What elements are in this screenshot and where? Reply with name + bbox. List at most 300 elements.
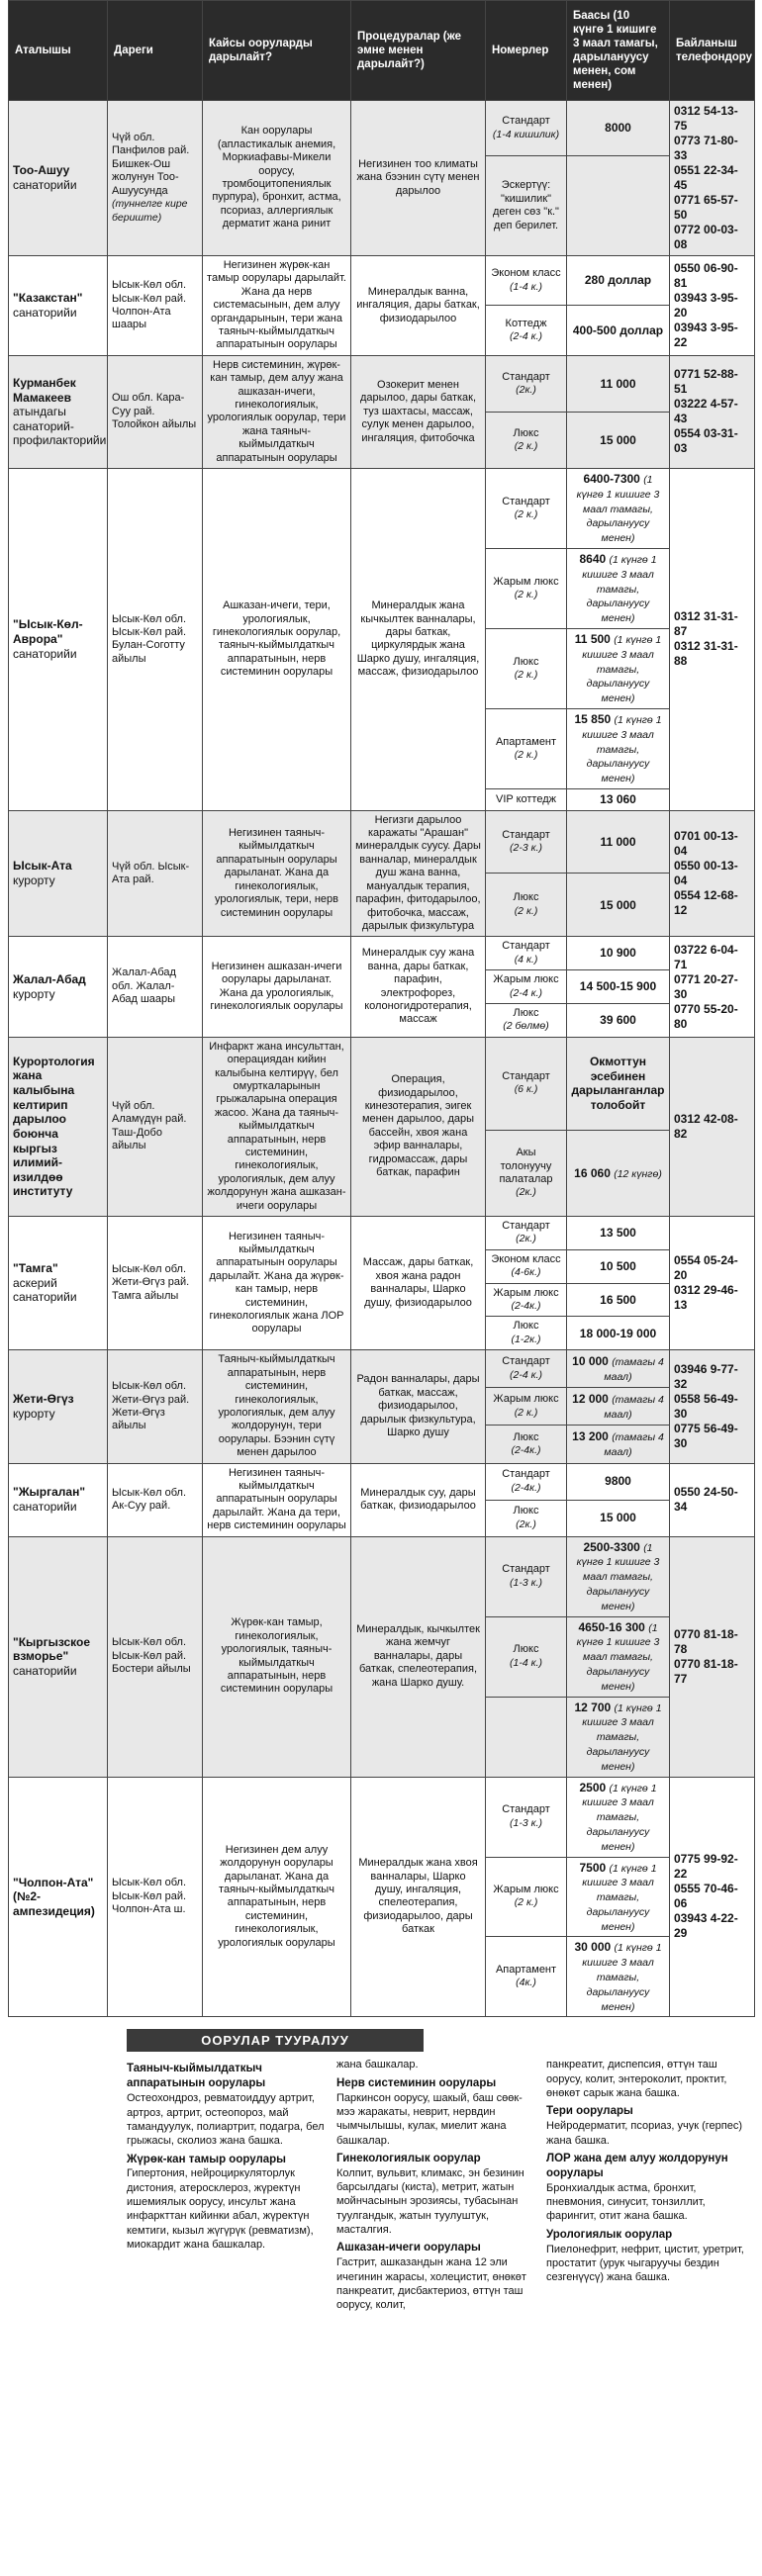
price-value: 39 600	[600, 1013, 636, 1028]
category-title: Нерв системинин оорулары	[336, 2076, 497, 2089]
sanatorium-title: Жети-Өгүз	[13, 1392, 74, 1407]
address-text: Ысык-Көл обл. Ысык-Көл рай. Бостери айылы	[112, 1636, 191, 1676]
address-note: (туннелге кире бериште)	[112, 198, 188, 224]
room-price	[567, 810, 670, 874]
treated-illnesses: Нерв системинин, жүрөк-кан тамыр, дем алуу жана ашказан-ичеги, гинекологиялык, урологиялык оорулар, тери жана таяныч-кыймылдаткыч аппаратынын оорулары	[203, 355, 351, 468]
treated-illnesses: Негизинен таяныч-кыймылдаткыч аппаратынын оорулары дарылайт. Жана да жүрөк-кан тамыр, нерв системинин, гинекологиялык жана ЛОР оорулары	[203, 1217, 351, 1350]
room-type	[486, 1283, 567, 1317]
phone-number: 0312 54-13-75	[674, 104, 738, 133]
room-capacity: (6 к.)	[514, 1083, 538, 1096]
phone-number: 0770 55-20-80	[674, 1001, 738, 1031]
treated-illnesses: Жүрөк-кан тамыр, гинекологиялык, урологиялык, таяныч-кыймылдаткыч аппаратынын, нерв системинин оорулары	[203, 1536, 351, 1777]
room-price	[567, 1350, 670, 1388]
phone-number: 0775 99-92-22	[674, 1852, 738, 1882]
room-price	[567, 874, 670, 937]
room-type	[486, 1426, 567, 1463]
notes-column	[336, 2058, 534, 2312]
notes-column	[127, 2058, 325, 2312]
sanatorium-name	[9, 256, 108, 356]
sanatorium-type: курорту	[13, 873, 55, 887]
contact-phones	[670, 1037, 755, 1216]
sanatorium-address	[108, 469, 203, 811]
category-description: Гастрит, ашказандын жана 12 эли ичегинин жарасы, холецистит, өнөкөт панкреатит, дисбактериоз, өттүн таш оорусу, колит,	[336, 2256, 526, 2312]
phone-number: 0312 31-31-88	[674, 639, 738, 669]
table-row	[9, 810, 755, 874]
room-label: Жарым люкс	[493, 1393, 559, 1406]
room-price	[567, 1697, 670, 1777]
room-label: Жарым люкс	[493, 1884, 559, 1896]
sanatorium-name	[9, 1463, 108, 1536]
room-label: Стандарт	[502, 1803, 550, 1816]
room-capacity: (2 к.)	[514, 1896, 538, 1909]
room-capacity: (1-2к.)	[511, 1333, 541, 1345]
sanatorium-address	[108, 101, 203, 256]
phone-number: 0554 03-31-03	[674, 426, 738, 456]
room-price	[567, 1217, 670, 1250]
price-value: 10 500	[600, 1258, 636, 1273]
price-value: 2500-3300	[583, 1539, 640, 1554]
room-price	[567, 789, 670, 811]
price-value: 8000	[605, 121, 631, 136]
sanatorium-table	[8, 0, 755, 2017]
procedures: Минералдык суу жана ванна, дары баткак, парафин, электрофорез, колоногидротерапия, массаж	[351, 937, 486, 1037]
room-label: Жарым люкс	[493, 575, 559, 588]
price-value: 16 500	[600, 1292, 636, 1307]
category-title: Жүрөк-кан тамыр оорулары	[127, 2153, 287, 2165]
sanatorium-address	[108, 1463, 203, 1536]
room-price	[567, 549, 670, 629]
price-note: (тамагы 4 маал)	[604, 1431, 664, 1458]
room-price	[567, 1283, 670, 1317]
address-text: Чүй обл. Аламүдүн рай. Таш-Добо айылы	[112, 1100, 187, 1152]
table-row	[9, 355, 755, 412]
procedures: Радон ванналары, дары баткак, массаж, физиодарылоо, дарылык физкультура, Шарко душу	[351, 1350, 486, 1463]
category-description: Колпит, вульвит, климакс, эн безинин барсылдагы (киста), метрит, жатын мойнчасынын эрозиясы, тубасынан туулгандык, жатын туулуштук, масталгия.	[336, 2166, 524, 2237]
phone-number: 0701 00-13-04	[674, 828, 738, 858]
room-price	[567, 970, 670, 1004]
price-value: 11 000	[600, 834, 636, 849]
sanatorium-name	[9, 469, 108, 811]
room-capacity: (1-4 кишилик)	[492, 128, 560, 140]
room-price	[567, 1249, 670, 1283]
price-note: (тамагы 4 маал)	[604, 1394, 664, 1421]
price-value: 16 060	[574, 1165, 611, 1180]
room-capacity: (1-4 к.)	[510, 1656, 542, 1669]
room-type	[486, 810, 567, 874]
phone-number: 0550 24-50-34	[674, 1485, 738, 1515]
treated-illnesses: Негизинен таяныч-кыймылдаткыч аппаратынын оорулары дарылайт. Жана да тери, нерв системинин оорулары	[203, 1463, 351, 1536]
header-procedures: Процедуралар (же эмне менен дарылайт?)	[351, 1, 486, 101]
room-capacity: (4-6к.)	[511, 1266, 541, 1279]
room-type	[486, 1463, 567, 1500]
price-note: (1 күнгө 1 кишиге 3 маал тамагы, дарылануусу менен)	[582, 1782, 657, 1853]
disease-category	[336, 2241, 534, 2312]
table-row	[9, 1777, 755, 1857]
room-price	[567, 1937, 670, 2017]
room-type	[486, 306, 567, 355]
sanatorium-type: санаторийи	[13, 1500, 77, 1515]
room-capacity: (2 к.)	[514, 904, 538, 917]
disease-category	[336, 2152, 534, 2237]
room-price	[567, 1857, 670, 1937]
treated-illnesses: Ашказан-ичеги, тери, урологиялык, гинекологиялык оорулар, таяныч-кыймылдаткыч аппаратынын, нерв системинин оорулары	[203, 469, 351, 811]
table-row	[9, 1463, 755, 1500]
room-price	[567, 1003, 670, 1037]
contact-phones	[670, 1350, 755, 1463]
contact-phones	[670, 1217, 755, 1350]
sanatorium-title: Жалал-Абад	[13, 971, 86, 986]
procedures: Минералдык жана кычкылтек ванналары, дары баткак, циркулярдык жана Шарко душу, ингаляция, массаж, физиодарылоо	[351, 469, 486, 811]
procedures: Массаж, дары баткак, хвоя жана радон ванналары, Шарко душу, физиодарылоо	[351, 1217, 486, 1350]
room-type	[486, 1616, 567, 1697]
room-type	[486, 1697, 567, 1777]
room-type	[486, 1857, 567, 1937]
room-type	[486, 1003, 567, 1037]
procedures: Операция, физиодарылоо, кинезотерапия, эигек менен дарылоо, дары бассейн, хвоя жана эфир ванналары, гидромассаж, дары баткак, парафин	[351, 1037, 486, 1216]
room-label: Стандарт	[502, 495, 550, 507]
room-capacity: (2-4 к.)	[510, 330, 542, 343]
room-type	[486, 256, 567, 306]
room-capacity: (1-3 к.)	[510, 1816, 542, 1829]
price-value: 18 000-19 000	[579, 1326, 657, 1340]
price-note: (1 күнгө 1 кишиге 3 маал тамагы, дарылануусу менен)	[582, 554, 657, 625]
phone-number: 03722 6-04-71	[674, 942, 738, 971]
phone-number: 0554 12-68-12	[674, 887, 738, 917]
sanatorium-type: санаторийи	[13, 178, 77, 192]
room-price	[567, 937, 670, 970]
contact-phones	[670, 101, 755, 256]
room-label: Люкс	[513, 655, 539, 668]
phone-number: 0312 31-31-87	[674, 609, 738, 639]
price-value: 14 500-15 900	[579, 979, 657, 994]
notes-column	[546, 2058, 744, 2312]
price-value: 13 500	[600, 1226, 636, 1241]
room-label: Акы толонуучу палаталар	[499, 1147, 553, 1185]
sanatorium-type: санаторийи	[13, 646, 77, 661]
sanatorium-name	[9, 1777, 108, 2017]
phone-number: 0773 71-80-33	[674, 134, 738, 162]
price-value: 400-500 доллар	[572, 322, 664, 337]
procedures: Негизги дарылоо каражаты "Арашан" минералдык суусу. Дары ванналар, минералдык душ жана ванна, мануалдык терапия, парафин, фитодарылоо, фитобочка, массаж, дарылык физкультура	[351, 810, 486, 937]
table-row	[9, 1350, 755, 1388]
phone-number: 0312 42-08-82	[674, 1111, 738, 1141]
sanatorium-title: "Жыргалан"	[13, 1485, 86, 1500]
sanatorium-title: Ысык-Ата	[13, 859, 72, 874]
price-note: (1 күнгө 1 кишиге 3 маал тамагы, дарылануусу менен)	[576, 1621, 660, 1693]
price-value: 15 000	[600, 432, 636, 447]
address-text: Чүй обл. Панфилов рай. Бишкек-Ош жолунун Тоо-Ашуусунда	[112, 132, 190, 197]
address-text: Ош обл. Кара-Суу рай. Толойкон айылы	[112, 392, 197, 431]
room-type	[486, 937, 567, 970]
category-description: Нейродерматит, псориаз, учук (герпес) жана башка.	[546, 2120, 743, 2147]
room-label: Апартамент	[495, 735, 557, 748]
phone-number: 0772 00-03-08	[674, 223, 738, 251]
price-value: Окмоттун эсебинен дарыланганлар толобойт	[571, 1055, 665, 1112]
price-note: (1 күнгө 1 кишиге 3 маал тамагы, дарылануусу менен)	[576, 474, 660, 545]
room-type	[486, 709, 567, 789]
disease-category	[127, 2062, 325, 2148]
disease-category	[546, 2228, 744, 2285]
sanatorium-address	[108, 1777, 203, 2017]
table-row	[9, 469, 755, 549]
procedures: Минералдык, кычкылтек жана жемчуг ванналары, дары баткак, спелеотерапия, жана Шарко душу.	[351, 1536, 486, 1777]
room-capacity: (2 к.)	[514, 749, 538, 762]
address-text: Чүй обл. Ысык-Ата рай.	[112, 860, 190, 885]
address-text: Ысык-Көл обл. Ысык-Көл рай. Чолпон-Ата шаары	[112, 279, 187, 331]
room-capacity: (2-4к.)	[511, 1481, 541, 1494]
room-type	[486, 355, 567, 412]
header-price: Баасы (10 күнгө 1 кишиге 3 маал тамагы, дарылануусу менен, сом менен)	[567, 1, 670, 101]
room-price	[567, 1777, 670, 1857]
room-capacity: (2 к.)	[514, 440, 538, 453]
contact-phones	[670, 1536, 755, 1777]
room-label: Стандарт	[502, 1563, 550, 1576]
price-note: (1 күнгө 1 кишиге 3 маал тамагы, дарылануусу менен)	[582, 1702, 662, 1773]
price-value: 12 000	[572, 1392, 609, 1407]
sanatorium-name	[9, 1350, 108, 1463]
room-capacity: (2-3 к.)	[510, 842, 542, 855]
price-note: (1 күнгө 1 кишиге 3 маал тамагы, дарылануусу менен)	[582, 634, 662, 705]
room-type	[486, 1388, 567, 1426]
treated-illnesses: Негизинен ашказан-ичеги оорулары дарыланат. Жана да урологиялык, гинекологиялык оорулары	[203, 937, 351, 1037]
table-header-row	[9, 1, 755, 101]
room-type	[486, 549, 567, 629]
room-capacity: (2 к.)	[514, 508, 538, 521]
room-capacity: (2к.)	[516, 383, 536, 396]
price-value: 11 500	[574, 632, 611, 647]
room-label: Стандарт	[502, 1355, 550, 1368]
room-label: Люкс	[513, 1505, 539, 1518]
price-value: 7500	[579, 1860, 607, 1875]
category-description: Паркинсон оорусу, шакый, баш сөөк-мээ жаракаты, неврит, нервдин чымчылышы, кулак, миелит жана башкалар.	[336, 2091, 523, 2147]
room-price	[567, 101, 670, 156]
phone-number: 0770 81-18-77	[674, 1656, 738, 1686]
room-capacity: (2-4 к.)	[510, 1368, 542, 1381]
sanatorium-address	[108, 937, 203, 1037]
notes-title: ООРУЛАР ТУУРАЛУУ	[127, 2029, 424, 2052]
phone-number: 0551 22-34-45	[674, 163, 738, 192]
sanatorium-name	[9, 1037, 108, 1216]
room-capacity: (2-4к.)	[511, 1443, 541, 1456]
room-type	[486, 1130, 567, 1216]
room-label: Эконом класс	[491, 267, 561, 280]
contact-phones	[670, 937, 755, 1037]
room-type	[486, 1937, 567, 2017]
notes-columns	[8, 2052, 754, 2312]
contact-phones	[670, 810, 755, 937]
price-value: 4650-16 300	[578, 1619, 645, 1634]
room-label: Люкс	[513, 1006, 539, 1019]
room-label: Люкс	[513, 1430, 539, 1443]
room-type	[486, 101, 567, 156]
treated-illnesses: Кан оорулары (апластикалык анемия, Моркиафавы-Микели оорусу, тромбоцитопениялык пурпура), бронхит, астма, псориаз, аллергиялык дерматит жана ринит	[203, 101, 351, 256]
phone-number: 0550 00-13-04	[674, 858, 738, 887]
room-price	[567, 156, 670, 256]
sanatorium-name	[9, 355, 108, 468]
phone-number: 03943 4-22-29	[674, 1911, 738, 1941]
procedures: Негизинен тоо климаты жана бээнин сүтү менен дарылоо	[351, 101, 486, 256]
room-type	[486, 789, 567, 811]
room-label: Стандарт	[502, 1069, 550, 1082]
room-price	[567, 355, 670, 412]
sanatorium-type: санаторийи	[13, 305, 77, 320]
price-value: 10 000	[572, 1354, 609, 1369]
sanatorium-name	[9, 101, 108, 256]
room-label: Стандарт	[502, 370, 550, 383]
sanatorium-address	[108, 810, 203, 937]
room-price	[567, 629, 670, 709]
phone-number: 03946 9-77-32	[674, 1361, 738, 1391]
room-label: VIP коттедж	[495, 792, 556, 805]
sanatorium-type: атындагы санаторий-профилакторийи	[13, 405, 107, 448]
sanatorium-name	[9, 1217, 108, 1350]
room-capacity: (2к.)	[516, 1186, 536, 1199]
header-rooms: Номерлер	[486, 1, 567, 101]
procedures: Озокерит менен дарылоо, дары баткак, туз шахтасы, массаж, сулук менен дарылоо, ингаляция, фитобочка	[351, 355, 486, 468]
phone-number: 0555 70-46-06	[674, 1882, 738, 1911]
room-type	[486, 1536, 567, 1616]
table-row	[9, 101, 755, 156]
sanatorium-type: курорту	[13, 986, 55, 1001]
phone-number: 03943 3-95-20	[674, 290, 738, 320]
address-text: Ысык-Көл обл. Ак-Суу рай.	[112, 1486, 187, 1513]
phone-number: 0554 05-24-20	[674, 1253, 738, 1283]
price-value: 13 060	[600, 792, 636, 807]
treated-illnesses: Инфаркт жана инсульттан, операциядан кийин калыбына келтирүү, бел омурткаларынын грыжаларына операция жасоо. Жана да таяныч-кыймылдаткыч аппаратынын, нерв системинин, гинекологиялык, урологиялык, дем алуу жолдорунун жана ашказан-ичеги оорулары	[203, 1037, 351, 1216]
price-value: 9800	[605, 1474, 631, 1489]
room-price	[567, 1616, 670, 1697]
sanatorium-address	[108, 1037, 203, 1216]
treated-illnesses: Таяныч-кыймылдаткыч аппаратынын, нерв системинин, гинекологиялык, урологиялык, дем алуу жолдорунун, тери оорулары. Бээнин сүтү менен дарылоо	[203, 1350, 351, 1463]
sanatorium-name	[9, 1536, 108, 1777]
room-price	[567, 412, 670, 468]
price-note: (1 күнгө 1 кишиге 3 маал тамагы, дарылануусу менен)	[576, 1541, 660, 1612]
phone-number: 03222 4-57-43	[674, 397, 738, 426]
room-capacity: (2-4к.)	[511, 1300, 541, 1313]
room-capacity: (2 к.)	[514, 669, 538, 682]
sanatorium-title: "Тамга"	[13, 1261, 58, 1276]
contact-phones	[670, 256, 755, 356]
room-label: Люкс	[513, 891, 539, 904]
sanatorium-name	[9, 810, 108, 937]
room-capacity: (2к.)	[516, 1518, 536, 1530]
phone-number: 0550 06-90-81	[674, 260, 738, 290]
room-type	[486, 1500, 567, 1536]
room-price	[567, 1463, 670, 1500]
room-type	[486, 874, 567, 937]
category-title: Гинекологиялык оорулар	[336, 2152, 481, 2164]
price-value: 6400-7300	[583, 472, 640, 487]
room-label: Жарым люкс	[493, 973, 559, 986]
disease-category	[546, 2058, 744, 2100]
disease-category	[546, 2104, 744, 2148]
room-price	[567, 1037, 670, 1130]
sanatorium-title: Тоо-Ашуу	[13, 163, 70, 178]
room-label: Апартамент	[495, 1964, 557, 1977]
room-label: Стандарт	[502, 828, 550, 841]
room-type	[486, 1037, 567, 1130]
treated-illnesses: Негизинен дем алуу жолдорунун оорулары дарыланат. Жана да таяныч-кыймылдаткыч аппаратынын, нерв системинин, гинекологиялык, урологиялык оорулары	[203, 1777, 351, 2017]
price-note: (тамагы 4 маал)	[604, 1356, 664, 1383]
room-price	[567, 1388, 670, 1426]
room-capacity: (2к.)	[516, 1233, 536, 1245]
address-text: Ысык-Көл обл. Ысык-Көл рай. Булан-Соготту айылы	[112, 612, 187, 665]
room-label: Эконом класс	[491, 1252, 561, 1265]
category-description: Гипертония, нейроциркуляторлук дистония, атеросклероз, жүректүн ишемиялык оорусу, инсульт жана инфаркттан кийинки абал, жүректүн кемтиги, кызыл жүгүрүк (ревматизм), миокардит жана башкалар.	[127, 2167, 314, 2251]
room-type	[486, 1249, 567, 1283]
price-note: (1 күнгө 1 кишиге 3 маал тамагы, дарылануусу менен)	[582, 1942, 662, 2013]
procedures: Минералдык ванна, ингаляция, дары баткак, физиодарылоо	[351, 256, 486, 356]
price-value: 12 700	[574, 1700, 612, 1714]
table-body	[9, 101, 755, 2017]
phone-number: 0775 56-49-30	[674, 1421, 738, 1450]
room-capacity: (1-3 к.)	[510, 1576, 542, 1589]
room-price	[567, 1317, 670, 1350]
sanatorium-title: "Казакстан"	[13, 291, 83, 306]
treated-illnesses: Негизинен жүрөк-кан тамыр оорулары дарылайт. Жана да нерв системасынын, дем алуу органдарынын, тери жана таяныч-кыймылдаткыч аппаратынын оорулары	[203, 256, 351, 356]
category-title: ЛОР жана дем алуу жолдорунун оорулары	[546, 2152, 728, 2179]
phone-number: 0771 52-88-51	[674, 367, 738, 397]
sanatorium-address	[108, 1217, 203, 1350]
table-row	[9, 256, 755, 306]
header-phone: Байланыш телефондору	[670, 1, 755, 101]
contact-phones	[670, 1463, 755, 1536]
address-text: Ысык-Көл обл. Жети-Өгүз рай. Жети-Өгүз айылы	[112, 1380, 190, 1432]
price-note: (1 күнгө 1 кишиге 3 маал тамагы, дарылануусу менен)	[582, 714, 662, 785]
price-value: 30 000	[574, 1940, 612, 1955]
table-row	[9, 1536, 755, 1616]
phone-number: 0770 81-18-78	[674, 1626, 738, 1656]
room-price	[567, 709, 670, 789]
room-type	[486, 469, 567, 549]
room-type	[486, 1217, 567, 1250]
phone-number: 0771 20-27-30	[674, 971, 738, 1001]
sanatorium-type: санаторийи	[13, 1663, 77, 1678]
sanatorium-title: "Чолпон-Ата"(№2-ампезидеция)	[13, 1875, 95, 1918]
category-title: Тери оорулары	[546, 2105, 633, 2118]
room-type	[486, 1317, 567, 1350]
phone-number: 03943 3-95-22	[674, 320, 738, 349]
price-note: (1 күнгө 1 кишиге 3 маал тамагы, дарылануусу менен)	[582, 1862, 657, 1933]
sanatorium-type: аскерий санаторийи	[13, 1275, 77, 1305]
sanatorium-name	[9, 937, 108, 1037]
room-capacity: (4 к.)	[514, 953, 538, 966]
category-description: жана башкалар.	[336, 2059, 419, 2071]
table-row	[9, 1037, 755, 1130]
room-capacity: (1-4 к.)	[510, 280, 542, 293]
procedures: Минералдык жана хвоя ванналары, Шарко душу, ингаляция, спелеотерапия, физиодарылоо, дары баткак	[351, 1777, 486, 2017]
disease-category	[336, 2058, 534, 2071]
category-title: Урологиялык оорулар	[546, 2228, 673, 2241]
room-price	[567, 469, 670, 549]
sanatorium-address	[108, 1350, 203, 1463]
sanatorium-title: Курманбек Мамакеев	[13, 375, 76, 405]
room-label: Стандарт	[502, 940, 550, 953]
category-description: панкреатит, диспепсия, өттүн таш оорусу, колит, энтероколит, проктит, өнөкөт сарык жана башка.	[546, 2059, 727, 2100]
table-row	[9, 1217, 755, 1250]
room-price	[567, 1536, 670, 1616]
procedures: Минералдык суу, дары баткак, физиодарылоо	[351, 1463, 486, 1536]
header-illnesses: Кайсы ооруларды дарылайт?	[203, 1, 351, 101]
price-value: 8640	[579, 552, 607, 567]
sanatorium-title: "Кыргызское взморье"	[13, 1634, 91, 1664]
room-capacity: (2 к.)	[514, 1406, 538, 1419]
sanatorium-address	[108, 1536, 203, 1777]
address-text: Ысык-Көл обл. Жети-Өгүз рай. Тамга айылы	[112, 1263, 190, 1302]
room-type	[486, 156, 567, 256]
header-name: Аталышы	[9, 1, 108, 101]
room-label: Стандарт	[502, 1220, 550, 1233]
